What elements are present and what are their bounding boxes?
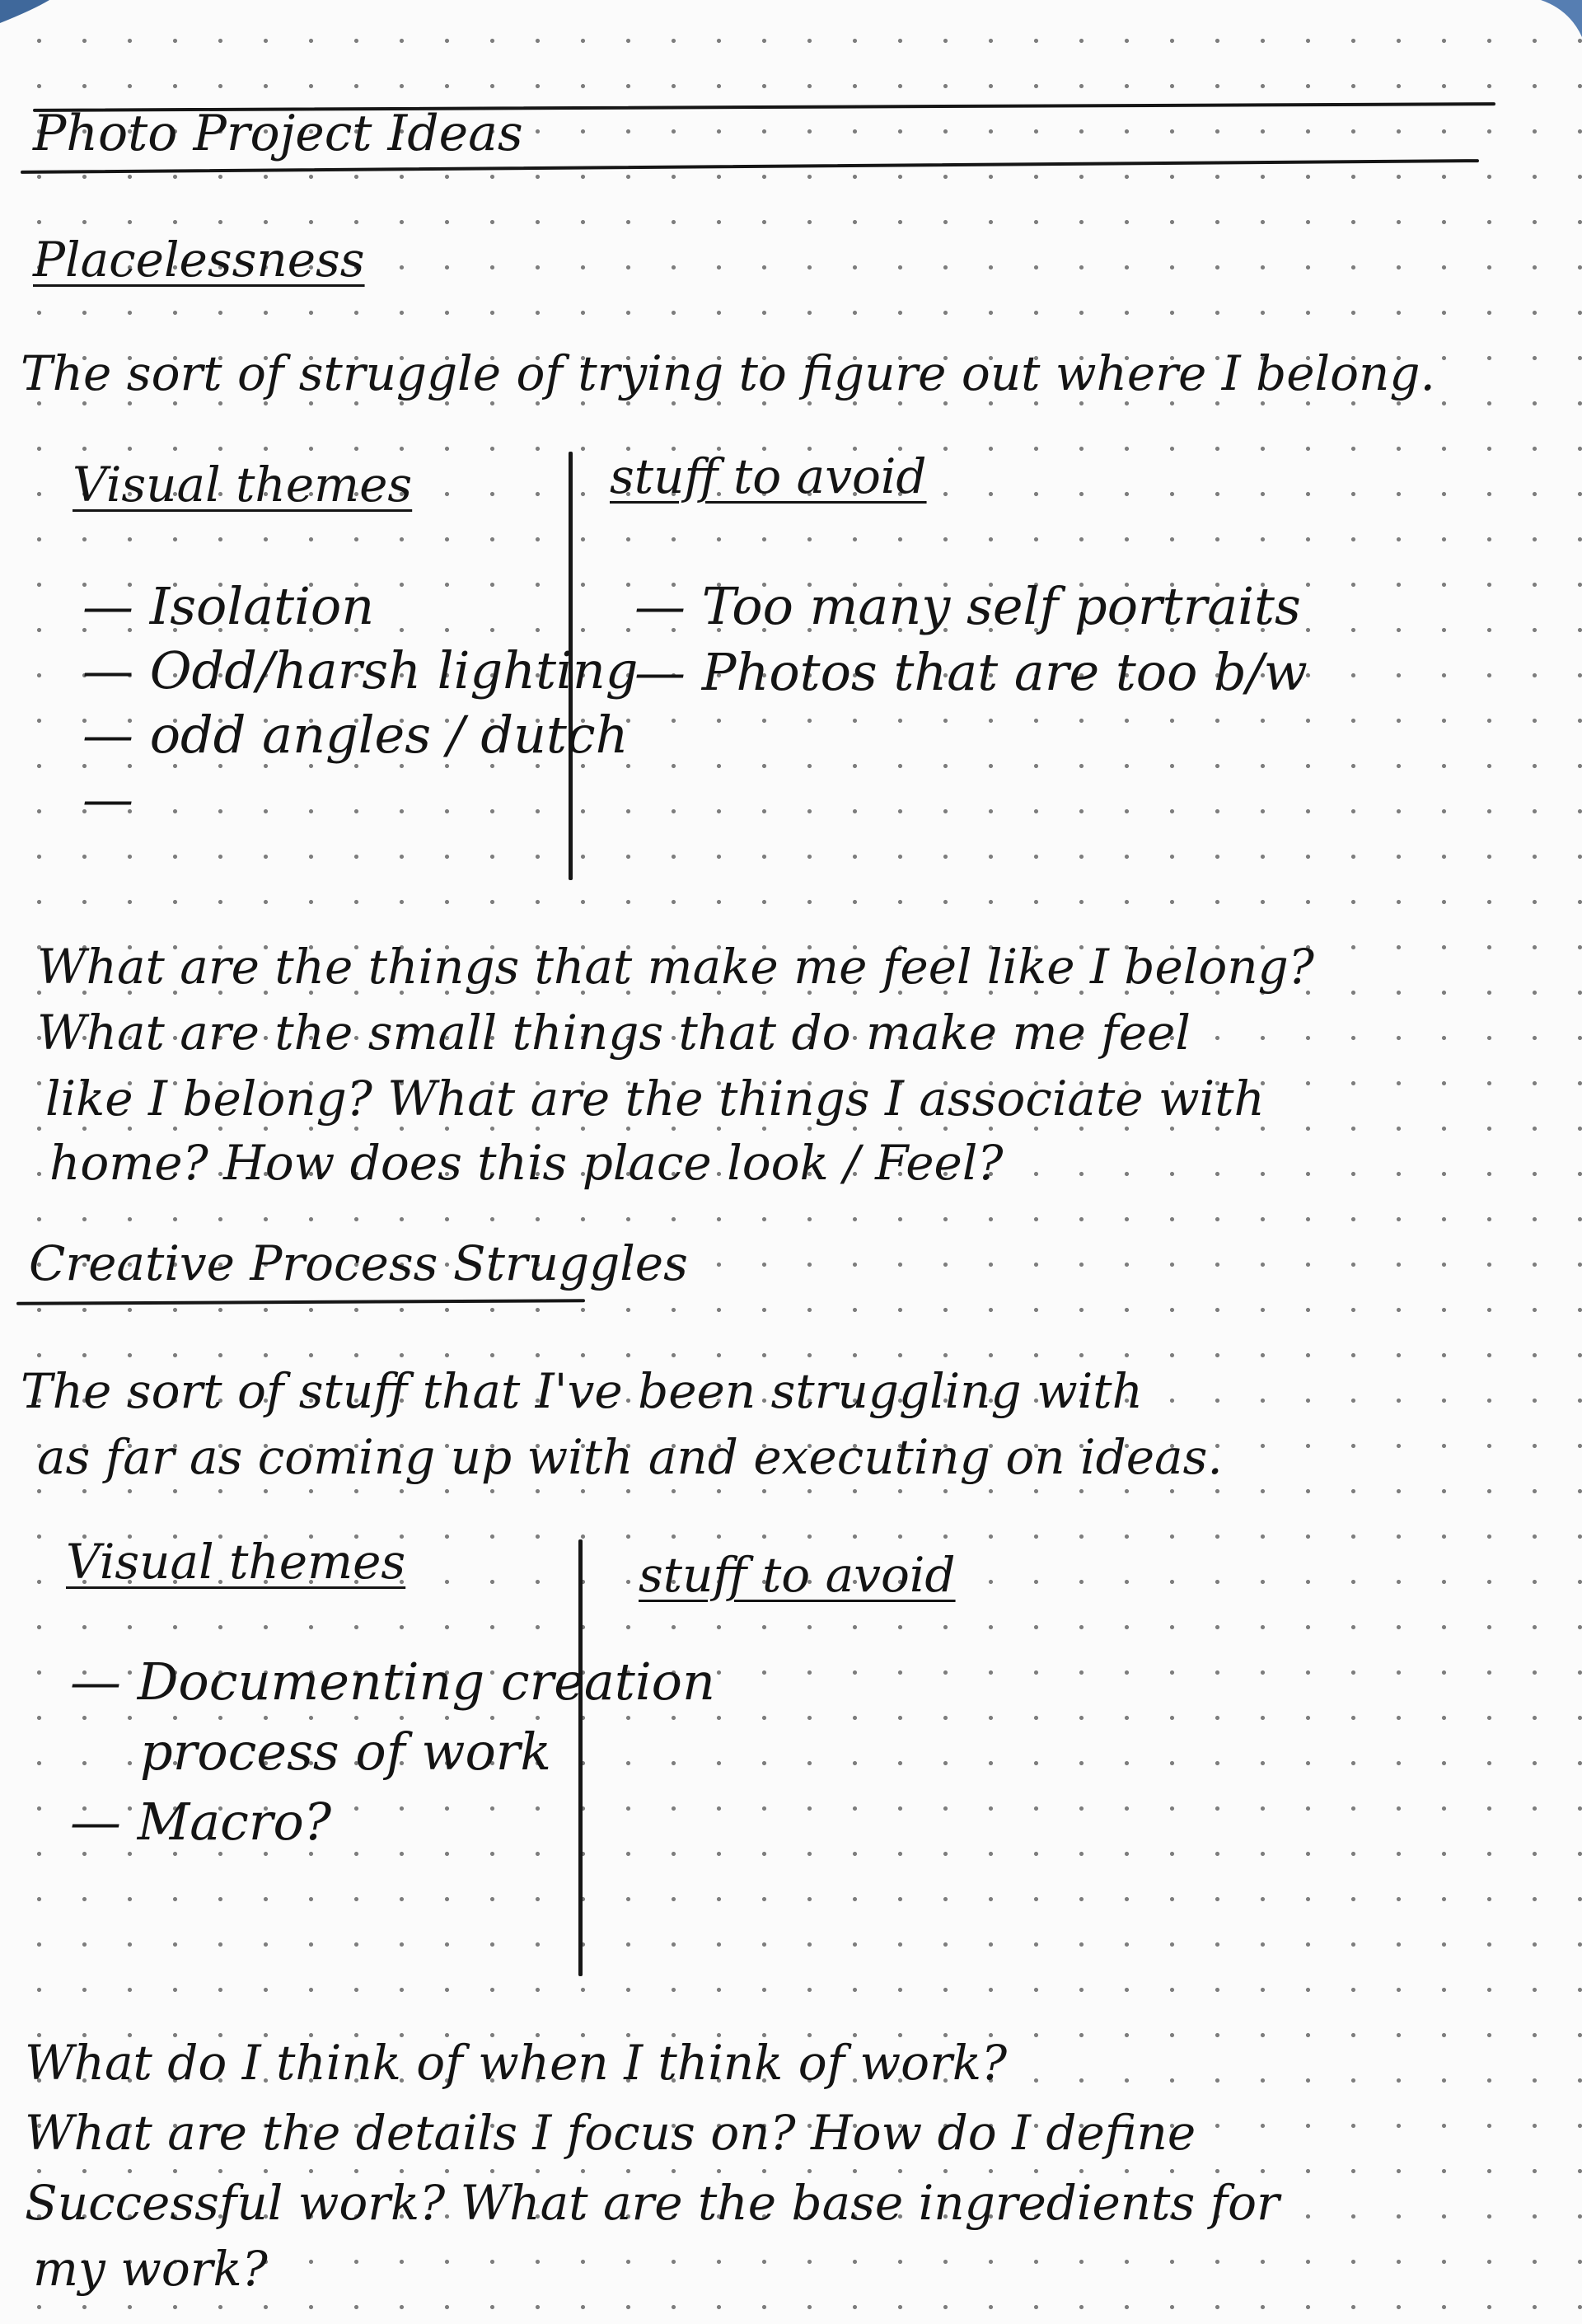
question-line: What are the things that make me feel like I belong? — [37, 939, 1314, 995]
list-item: — Documenting creation — [70, 1652, 715, 1712]
list-item: — Odd/harsh lighting — [82, 640, 639, 700]
question-line: What are the details I focus on? How do I define — [25, 2105, 1196, 2161]
question-line: like I belong? What are the things I associate with — [45, 1071, 1265, 1127]
list-item: — Too many self portraits — [634, 576, 1301, 636]
list-item: — odd angles / dutch — [82, 705, 629, 765]
section-heading: Placelessness — [33, 232, 365, 288]
question-line: What do I think of when I think of work? — [25, 2035, 1008, 2091]
column-heading-visual-themes: Visual themes — [73, 457, 413, 513]
page-title: Photo Project Ideas — [33, 105, 523, 162]
column-heading-stuff-to-avoid: stuff to avoid — [639, 1547, 956, 1603]
section-heading-rule — [16, 1299, 585, 1305]
list-item: — Macro? — [70, 1792, 332, 1852]
question-line: What are the small things that do make me feel — [37, 1005, 1191, 1061]
section-description: The sort of stuff that I've been struggling with — [21, 1363, 1143, 1419]
section-description: The sort of struggle of trying to figure out where I belong. — [21, 345, 1435, 401]
column-heading-stuff-to-avoid: stuff to avoid — [610, 448, 927, 504]
page-corner-shadow — [0, 0, 1582, 58]
question-line: home? How does this place look / Feel? — [49, 1135, 1004, 1191]
column-divider — [578, 1539, 583, 1976]
question-line: Successful work? What are the base ingredients for — [25, 2175, 1280, 2231]
list-item: — — [82, 769, 133, 829]
list-item: — Photos that are too b/w — [634, 642, 1308, 702]
column-heading-visual-themes: Visual themes — [66, 1534, 406, 1590]
section-heading: Creative Process Struggles — [29, 1235, 688, 1291]
section-description: as far as coming up with and executing on ideas. — [37, 1429, 1223, 1485]
list-item: process of work — [140, 1722, 551, 1782]
list-item: — Isolation — [82, 576, 375, 636]
question-line: my work? — [33, 2241, 268, 2297]
